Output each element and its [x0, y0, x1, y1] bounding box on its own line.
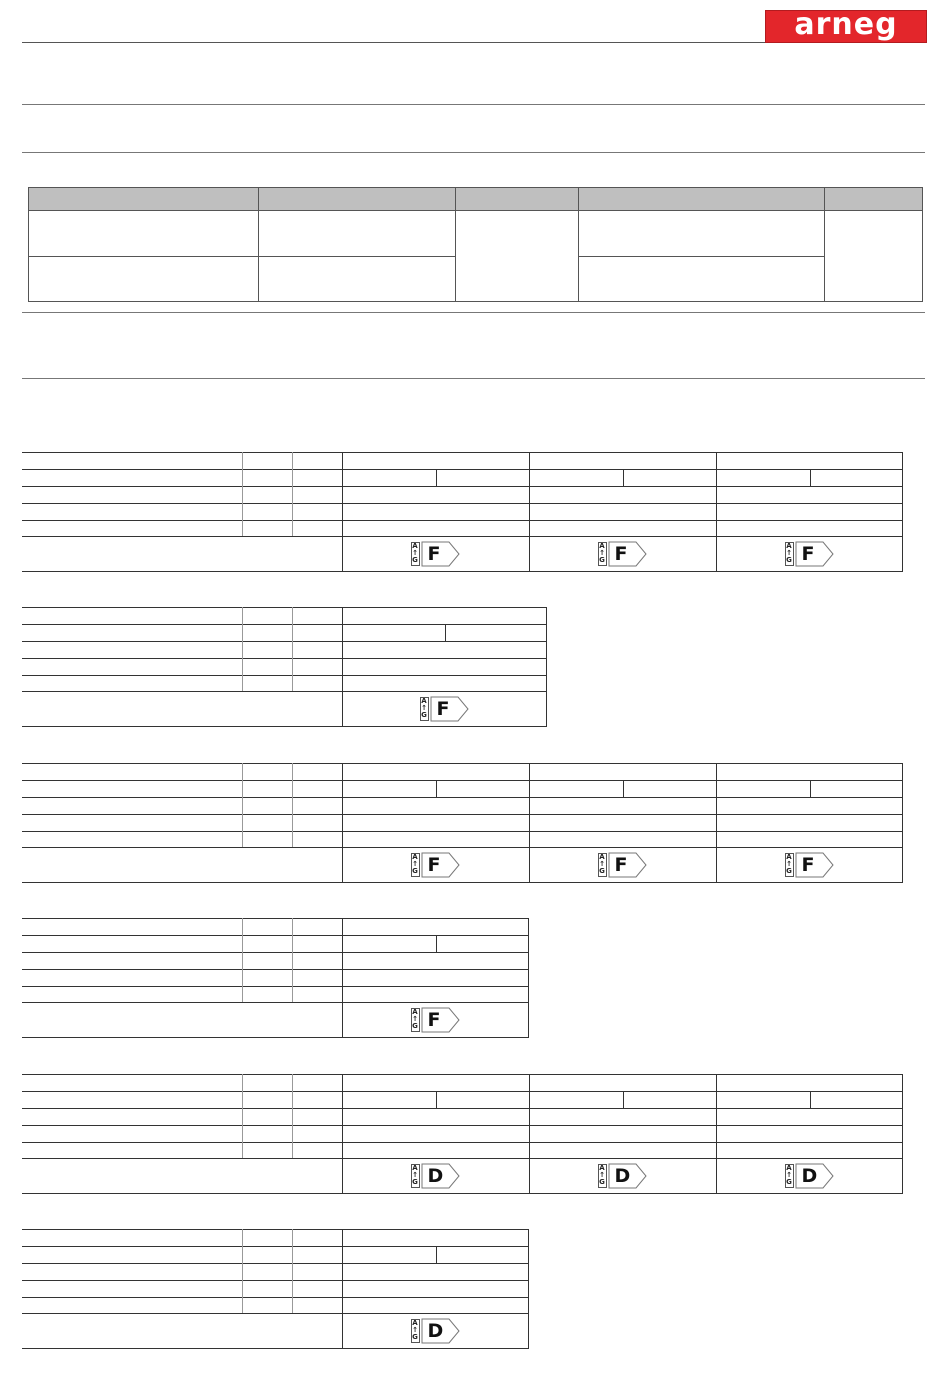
spec-column-line: [342, 763, 343, 882]
spec-table: [22, 918, 529, 1038]
spec-column-line: [546, 607, 547, 726]
spec-table: [22, 763, 903, 883]
spec-row-line: [22, 691, 547, 692]
spec-row-line: [22, 1313, 529, 1314]
energy-scale-letter: A: [786, 1164, 792, 1172]
section-rule: [22, 378, 925, 379]
energy-class-badge: [411, 852, 461, 878]
spec-label-separator: [242, 607, 243, 691]
spec-column-line: [342, 918, 343, 1037]
spec-row-line: [22, 986, 529, 987]
spec-row-line: [22, 969, 529, 970]
spec-subcolumn-line: [810, 1091, 811, 1108]
spec-row-line: [22, 536, 903, 537]
spec-row-line: [22, 814, 903, 815]
spec-label-separator: [292, 763, 293, 847]
energy-class-letter: D: [614, 1165, 631, 1187]
spec-row-line: [22, 452, 903, 453]
spec-label-separator: [292, 1229, 293, 1313]
energy-class-letter: F: [436, 698, 450, 720]
energy-class-letter: F: [614, 854, 628, 876]
spec-subcolumn-line: [436, 780, 437, 797]
energy-arrow-icon: [421, 1007, 461, 1033]
spec-row-line: [22, 1037, 529, 1038]
energy-scale-letter: A: [412, 1164, 418, 1172]
energy-arrow-icon: [430, 696, 470, 722]
spec-row-line: [22, 607, 547, 608]
energy-class-letter: F: [427, 1009, 441, 1031]
energy-class-badge: [411, 1163, 461, 1189]
energy-scale-letter: ↑: [786, 860, 792, 868]
spec-row-line: [22, 726, 547, 727]
energy-class-badge: [785, 1163, 835, 1189]
energy-scale-letter: A: [786, 853, 792, 861]
spec-subcolumn-line: [623, 780, 624, 797]
spec-label-separator: [242, 1229, 243, 1313]
energy-scale-letter: G: [412, 556, 418, 564]
spec-subcolumn-line: [436, 1091, 437, 1108]
model-table-column-divider: [258, 188, 259, 301]
energy-scale-letter: ↑: [599, 1171, 605, 1179]
spec-row-line: [22, 1193, 903, 1194]
energy-scale-icon: [411, 1008, 420, 1032]
spec-subcolumn-line: [810, 469, 811, 486]
energy-scale-letter: G: [599, 867, 605, 875]
energy-scale-letter: G: [412, 1178, 418, 1186]
energy-scale-icon: [411, 853, 420, 877]
spec-table: [22, 452, 903, 572]
spec-row-line: [22, 1263, 529, 1264]
spec-row-line: [22, 797, 903, 798]
energy-arrow-icon: [421, 852, 461, 878]
energy-scale-letter: ↑: [786, 1171, 792, 1179]
spec-table: [22, 1074, 903, 1194]
energy-scale-letter: ↑: [421, 704, 427, 712]
spec-subcolumn-line: [623, 469, 624, 486]
energy-scale-letter: A: [599, 853, 605, 861]
spec-row-line: [22, 675, 547, 676]
energy-class-badge: [420, 696, 470, 722]
spec-subcolumn-line: [810, 780, 811, 797]
spec-row-line: [22, 571, 903, 572]
energy-scale-icon: [785, 1164, 794, 1188]
energy-class-letter: F: [801, 543, 815, 565]
energy-class-badge: [598, 852, 648, 878]
arneg-logo: [765, 7, 927, 43]
energy-scale-icon: [411, 1319, 420, 1343]
spec-label-separator: [292, 918, 293, 1002]
spec-column-line: [529, 763, 530, 882]
model-table-column-divider: [455, 188, 456, 301]
energy-class-letter: F: [427, 854, 441, 876]
energy-scale-letter: G: [786, 556, 792, 564]
spec-row-line: [22, 763, 903, 764]
spec-row-line: [22, 831, 903, 832]
energy-class-letter: D: [427, 1320, 444, 1342]
model-table-column-divider: [578, 188, 579, 301]
energy-scale-letter: G: [412, 1022, 418, 1030]
energy-class-badge: [411, 541, 461, 567]
energy-scale-icon: [785, 853, 794, 877]
section-rule: [22, 152, 925, 153]
spec-column-line: [528, 1229, 529, 1348]
spec-subcolumn-line: [436, 469, 437, 486]
energy-class-letter: D: [801, 1165, 818, 1187]
energy-scale-letter: ↑: [599, 860, 605, 868]
spec-row-line: [22, 1142, 903, 1143]
spec-row-line: [22, 503, 903, 504]
spec-label-separator: [242, 918, 243, 1002]
energy-scale-icon: [598, 1164, 607, 1188]
spec-row-line: [22, 486, 903, 487]
spec-column-line: [902, 763, 903, 882]
spec-column-line: [342, 607, 343, 726]
energy-arrow-icon: [795, 852, 835, 878]
spec-row-line: [22, 1091, 903, 1092]
energy-class-letter: D: [427, 1165, 444, 1187]
spec-label-separator: [242, 452, 243, 536]
energy-class-letter: F: [614, 543, 628, 565]
energy-class-badge: [411, 1007, 461, 1033]
energy-scale-letter: G: [599, 1178, 605, 1186]
energy-scale-letter: A: [412, 542, 418, 550]
energy-class-badge: [411, 1318, 461, 1344]
spec-row-line: [22, 658, 547, 659]
spec-row-line: [22, 1229, 529, 1230]
spec-label-separator: [242, 763, 243, 847]
spec-row-line: [22, 520, 903, 521]
spec-row-line: [22, 1074, 903, 1075]
spec-subcolumn-line: [445, 624, 446, 641]
energy-scale-icon: [598, 542, 607, 566]
spec-row-line: [22, 1158, 903, 1159]
spec-row-line: [22, 952, 529, 953]
spec-row-line: [22, 847, 903, 848]
spec-column-line: [342, 1074, 343, 1193]
spec-row-line: [22, 882, 903, 883]
model-table-row-divider: [29, 256, 455, 257]
spec-column-line: [342, 1229, 343, 1348]
spec-label-separator: [292, 1074, 293, 1158]
spec-row-line: [22, 918, 529, 919]
energy-arrow-icon: [608, 541, 648, 567]
energy-scale-letter: A: [421, 697, 427, 705]
energy-scale-letter: A: [599, 542, 605, 550]
energy-scale-letter: G: [599, 556, 605, 564]
spec-table: [22, 607, 547, 727]
energy-class-badge: [785, 541, 835, 567]
energy-scale-icon: [420, 697, 429, 721]
energy-scale-letter: G: [421, 711, 427, 719]
energy-scale-icon: [411, 1164, 420, 1188]
spec-row-line: [22, 469, 903, 470]
energy-scale-letter: A: [786, 542, 792, 550]
energy-scale-letter: G: [412, 1333, 418, 1341]
energy-arrow-icon: [795, 541, 835, 567]
spec-row-line: [22, 1280, 529, 1281]
spec-label-separator: [292, 452, 293, 536]
spec-row-line: [22, 641, 547, 642]
energy-scale-letter: ↑: [412, 1326, 418, 1334]
energy-scale-letter: ↑: [412, 1015, 418, 1023]
spec-column-line: [716, 1074, 717, 1193]
energy-scale-letter: G: [786, 867, 792, 875]
energy-class-badge: [598, 541, 648, 567]
model-table-header: [29, 188, 922, 211]
energy-scale-letter: G: [786, 1178, 792, 1186]
spec-column-line: [342, 452, 343, 571]
spec-table: [22, 1229, 529, 1349]
energy-scale-letter: ↑: [599, 549, 605, 557]
spec-column-line: [902, 452, 903, 571]
energy-scale-icon: [598, 853, 607, 877]
spec-row-line: [22, 1348, 529, 1349]
spec-subcolumn-line: [623, 1091, 624, 1108]
spec-row-line: [22, 1002, 529, 1003]
spec-row-line: [22, 780, 903, 781]
energy-scale-letter: A: [412, 1319, 418, 1327]
spec-column-line: [528, 918, 529, 1037]
spec-label-separator: [242, 1074, 243, 1158]
energy-scale-letter: ↑: [412, 860, 418, 868]
spec-subcolumn-line: [436, 935, 437, 952]
energy-scale-letter: A: [412, 1008, 418, 1016]
spec-column-line: [902, 1074, 903, 1193]
spec-row-line: [22, 624, 547, 625]
model-table-row-divider: [578, 256, 824, 257]
energy-scale-letter: A: [599, 1164, 605, 1172]
spec-column-line: [716, 763, 717, 882]
energy-scale-letter: ↑: [412, 549, 418, 557]
spec-row-line: [22, 1125, 903, 1126]
energy-scale-letter: A: [412, 853, 418, 861]
spec-subcolumn-line: [436, 1246, 437, 1263]
spec-row-line: [22, 1297, 529, 1298]
spec-column-line: [529, 452, 530, 571]
spec-column-line: [716, 452, 717, 571]
spec-row-line: [22, 1246, 529, 1247]
spec-row-line: [22, 1108, 903, 1109]
energy-class-letter: F: [801, 854, 815, 876]
energy-scale-letter: ↑: [786, 549, 792, 557]
energy-class-letter: F: [427, 543, 441, 565]
logo-text: arneg: [794, 7, 898, 42]
energy-class-badge: [598, 1163, 648, 1189]
spec-column-line: [529, 1074, 530, 1193]
energy-arrow-icon: [608, 852, 648, 878]
model-table-column-divider: [824, 188, 825, 301]
spec-label-separator: [292, 607, 293, 691]
model-table: [28, 187, 923, 302]
energy-class-badge: [785, 852, 835, 878]
spec-row-line: [22, 935, 529, 936]
header-rule: [22, 42, 765, 43]
energy-scale-icon: [785, 542, 794, 566]
energy-scale-icon: [411, 542, 420, 566]
energy-scale-letter: G: [412, 867, 418, 875]
energy-arrow-icon: [421, 541, 461, 567]
section-rule: [22, 104, 925, 105]
energy-scale-letter: ↑: [412, 1171, 418, 1179]
section-rule: [22, 312, 925, 313]
